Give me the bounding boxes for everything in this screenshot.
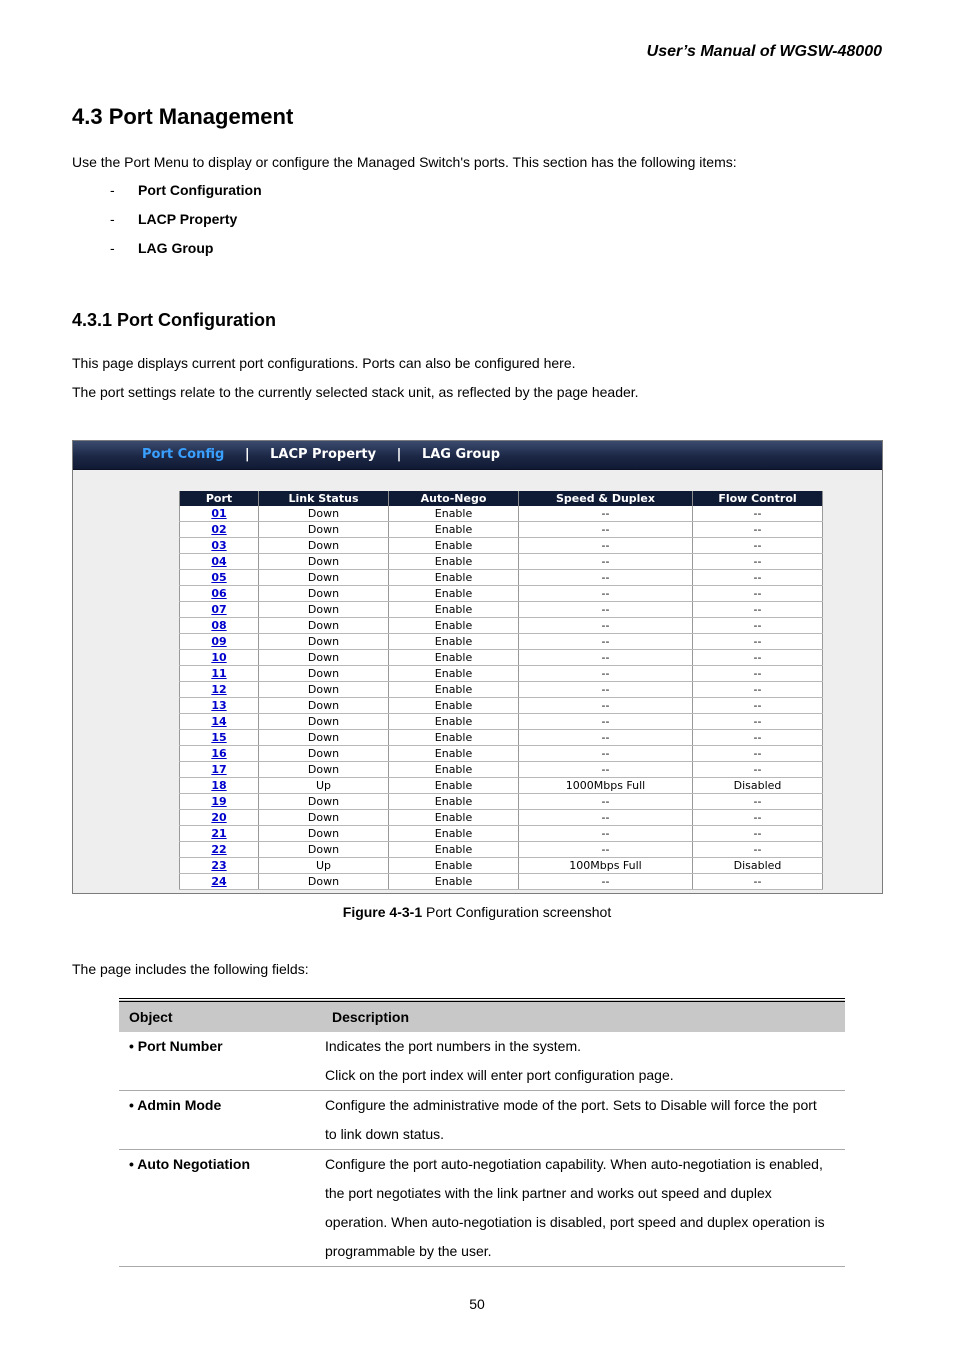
speed-duplex-cell: -- — [519, 842, 693, 858]
port-link[interactable]: 13 — [211, 699, 227, 712]
port-cell — [180, 650, 259, 666]
auto-nego-cell: Enable — [389, 538, 519, 554]
port-link[interactable]: 05 — [211, 571, 227, 584]
auto-nego-cell: Enable — [389, 506, 519, 522]
speed-duplex-cell: -- — [519, 682, 693, 698]
bullet-icon: • — [129, 1038, 138, 1054]
table-row — [180, 602, 823, 618]
speed-duplex-cell: -- — [519, 586, 693, 602]
auto-nego-cell: Enable — [389, 810, 519, 826]
table-row — [180, 538, 823, 554]
bullet-icon: • — [129, 1097, 138, 1113]
section-title: 4.3 Port Management — [72, 104, 294, 129]
speed-duplex-cell: -- — [519, 554, 693, 570]
paragraph-2: The port settings relate to the currently selected stack unit, as reflected by the page header. — [72, 384, 639, 400]
speed-duplex-cell: -- — [519, 538, 693, 554]
auto-nego-cell: Enable — [389, 826, 519, 842]
object-name — [129, 1150, 322, 1179]
auto-nego-cell: Enable — [389, 698, 519, 714]
table-row — [180, 554, 823, 570]
description-cell — [322, 1091, 845, 1150]
port-link[interactable]: 12 — [211, 683, 227, 696]
description-cell — [322, 1032, 845, 1091]
speed-duplex-cell: 100Mbps Full — [519, 858, 693, 874]
port-cell — [180, 810, 259, 826]
port-cell — [180, 554, 259, 570]
port-cell — [180, 666, 259, 682]
description-cell — [322, 1150, 845, 1267]
table-row — [180, 730, 823, 746]
flow-control-cell: -- — [693, 634, 823, 650]
port-cell — [180, 746, 259, 762]
port-link[interactable]: 02 — [211, 523, 227, 536]
flow-control-cell: -- — [693, 826, 823, 842]
port-link[interactable]: 10 — [211, 651, 227, 664]
col-link-status: Link Status — [259, 491, 389, 506]
link-status-cell: Down — [259, 570, 389, 586]
link-status-cell: Down — [259, 746, 389, 762]
port-link[interactable]: 18 — [211, 779, 227, 792]
flow-control-cell: -- — [693, 666, 823, 682]
object-cell — [119, 1032, 322, 1091]
link-status-cell: Down — [259, 602, 389, 618]
description-line: Configure the port auto-negotiation capability. When auto-negotiation is enabled, — [325, 1156, 823, 1172]
link-status-cell: Up — [259, 858, 389, 874]
auto-nego-cell: Enable — [389, 634, 519, 650]
intro-paragraph: Use the Port Menu to display or configure the Managed Switch's ports. This section has the following items: — [72, 154, 737, 170]
auto-nego-cell: Enable — [389, 522, 519, 538]
flow-control-cell: -- — [693, 714, 823, 730]
auto-nego-cell: Enable — [389, 842, 519, 858]
flow-control-cell: -- — [693, 554, 823, 570]
figure-caption — [0, 904, 954, 920]
port-cell — [180, 522, 259, 538]
port-cell — [180, 602, 259, 618]
item-lag-group: - LAG Group — [110, 240, 214, 256]
port-link[interactable]: 14 — [211, 715, 227, 728]
nav-bar — [73, 441, 882, 470]
description-line: the port negotiates with the link partner and works out speed and duplex — [325, 1185, 772, 1201]
fields-table — [119, 998, 845, 1267]
auto-nego-cell: Enable — [389, 618, 519, 634]
port-link[interactable]: 24 — [211, 875, 227, 888]
auto-nego-cell: Enable — [389, 650, 519, 666]
table-row — [180, 746, 823, 762]
running-header: User’s Manual of WGSW-48000 — [646, 43, 882, 60]
flow-control-cell: -- — [693, 746, 823, 762]
port-cell — [180, 570, 259, 586]
table-row — [180, 714, 823, 730]
table-row — [180, 794, 823, 810]
description-line: Configure the administrative mode of the port. Sets to Disable will force the port — [325, 1097, 817, 1113]
link-status-cell: Down — [259, 666, 389, 682]
port-cell — [180, 842, 259, 858]
link-status-cell: Down — [259, 538, 389, 554]
port-link[interactable]: 09 — [211, 635, 227, 648]
fields-header-row — [119, 1000, 845, 1032]
nav-separator: | — [396, 447, 402, 462]
flow-control-cell: -- — [693, 506, 823, 522]
port-link[interactable]: 23 — [211, 859, 227, 872]
speed-duplex-cell: -- — [519, 618, 693, 634]
table-row — [180, 666, 823, 682]
speed-duplex-cell: -- — [519, 874, 693, 890]
flow-control-cell: -- — [693, 810, 823, 826]
link-status-cell: Down — [259, 714, 389, 730]
port-config-screenshot — [72, 440, 883, 894]
item-port-configuration: - Port Configuration — [110, 182, 262, 198]
auto-nego-cell: Enable — [389, 586, 519, 602]
figure-text: Port Configuration screenshot — [422, 904, 612, 920]
link-status-cell: Down — [259, 506, 389, 522]
object-cell — [119, 1150, 322, 1267]
auto-nego-cell: Enable — [389, 874, 519, 890]
page-number: 50 — [469, 1296, 485, 1312]
port-cell — [180, 506, 259, 522]
description-line: Click on the port index will enter port configuration page. — [325, 1067, 674, 1083]
flow-control-cell: -- — [693, 602, 823, 618]
table-row — [180, 826, 823, 842]
auto-nego-cell: Enable — [389, 858, 519, 874]
link-status-cell: Down — [259, 794, 389, 810]
table-row — [180, 522, 823, 538]
speed-duplex-cell: -- — [519, 746, 693, 762]
port-cell — [180, 634, 259, 650]
link-status-cell: Down — [259, 554, 389, 570]
link-status-cell: Down — [259, 874, 389, 890]
link-status-cell: Up — [259, 778, 389, 794]
port-cell — [180, 874, 259, 890]
fields-row — [119, 1032, 845, 1091]
port-link[interactable]: 16 — [211, 747, 227, 760]
link-status-cell: Down — [259, 634, 389, 650]
fields-row — [119, 1091, 845, 1150]
auto-nego-cell: Enable — [389, 682, 519, 698]
port-link[interactable]: 04 — [211, 555, 227, 568]
table-header-row — [180, 491, 823, 506]
port-link[interactable]: 07 — [211, 603, 227, 616]
description-line: programmable by the user. — [325, 1243, 492, 1259]
flow-control-cell: -- — [693, 682, 823, 698]
port-cell — [180, 682, 259, 698]
speed-duplex-cell: -- — [519, 810, 693, 826]
link-status-cell: Down — [259, 650, 389, 666]
table-row — [180, 858, 823, 874]
auto-nego-cell: Enable — [389, 730, 519, 746]
speed-duplex-cell: -- — [519, 522, 693, 538]
col-auto-nego: Auto-Nego — [389, 491, 519, 506]
auto-nego-cell: Enable — [389, 554, 519, 570]
speed-duplex-cell: -- — [519, 730, 693, 746]
table-row — [180, 682, 823, 698]
figure-label: Figure 4-3-1 — [342, 904, 423, 920]
flow-control-cell: Disabled — [693, 858, 823, 874]
port-cell — [180, 698, 259, 714]
nav-separator: | — [244, 447, 250, 462]
speed-duplex-cell: -- — [519, 794, 693, 810]
object-cell — [119, 1091, 322, 1150]
port-cell — [180, 762, 259, 778]
flow-control-cell: -- — [693, 874, 823, 890]
fields-intro: The page includes the following fields: — [72, 961, 309, 977]
tab-port-config[interactable]: Port Config — [142, 447, 225, 462]
flow-control-cell: -- — [693, 842, 823, 858]
paragraph-1: This page displays current port configurations. Ports can also be configured here. — [72, 355, 576, 371]
link-status-cell: Down — [259, 826, 389, 842]
port-link[interactable]: 22 — [211, 843, 227, 856]
auto-nego-cell: Enable — [389, 602, 519, 618]
port-cell — [180, 618, 259, 634]
port-cell — [180, 858, 259, 874]
flow-control-cell: -- — [693, 650, 823, 666]
object-label: Port Number — [137, 1038, 223, 1054]
speed-duplex-cell: -- — [519, 714, 693, 730]
flow-control-cell: -- — [693, 522, 823, 538]
flow-control-cell: -- — [693, 762, 823, 778]
link-status-cell: Down — [259, 682, 389, 698]
auto-nego-cell: Enable — [389, 746, 519, 762]
table-row — [180, 650, 823, 666]
speed-duplex-cell: -- — [519, 650, 693, 666]
flow-control-cell: -- — [693, 538, 823, 554]
port-cell — [180, 730, 259, 746]
fields-row — [119, 1150, 845, 1267]
port-link[interactable]: 03 — [211, 539, 227, 552]
link-status-cell: Down — [259, 522, 389, 538]
speed-duplex-cell: -- — [519, 826, 693, 842]
table-row — [180, 634, 823, 650]
link-status-cell: Down — [259, 842, 389, 858]
object-label: Auto Negotiation — [137, 1156, 251, 1172]
link-status-cell: Down — [259, 618, 389, 634]
table-row — [180, 842, 823, 858]
port-cell — [180, 538, 259, 554]
port-link[interactable]: 15 — [211, 731, 227, 744]
object-name — [129, 1032, 322, 1061]
auto-nego-cell: Enable — [389, 794, 519, 810]
port-link[interactable]: 08 — [211, 619, 227, 632]
port-cell — [180, 826, 259, 842]
link-status-cell: Down — [259, 698, 389, 714]
table-row — [180, 570, 823, 586]
flow-control-cell: -- — [693, 586, 823, 602]
port-status-table — [179, 491, 823, 890]
object-name — [129, 1091, 322, 1120]
port-link[interactable]: 01 — [211, 507, 227, 520]
speed-duplex-cell: 1000Mbps Full — [519, 778, 693, 794]
link-status-cell: Down — [259, 586, 389, 602]
table-row — [180, 618, 823, 634]
speed-duplex-cell: -- — [519, 570, 693, 586]
table-row — [180, 762, 823, 778]
tab-lag-group[interactable]: LAG Group — [421, 447, 501, 462]
speed-duplex-cell: -- — [519, 666, 693, 682]
flow-control-cell: -- — [693, 618, 823, 634]
description-line: Indicates the port numbers in the system. — [325, 1038, 582, 1054]
speed-duplex-cell: -- — [519, 506, 693, 522]
tab-lacp-property[interactable]: LACP Property — [270, 447, 377, 462]
table-row — [180, 698, 823, 714]
flow-control-cell: -- — [693, 698, 823, 714]
link-status-cell: Down — [259, 810, 389, 826]
speed-duplex-cell: -- — [519, 634, 693, 650]
table-row — [180, 506, 823, 522]
header-object: Object — [119, 1000, 322, 1032]
port-cell — [180, 586, 259, 602]
auto-nego-cell: Enable — [389, 666, 519, 682]
speed-duplex-cell: -- — [519, 762, 693, 778]
col-port: Port — [180, 491, 259, 506]
link-status-cell: Down — [259, 730, 389, 746]
port-link[interactable]: 11 — [211, 667, 227, 680]
auto-nego-cell: Enable — [389, 762, 519, 778]
port-link[interactable]: 17 — [211, 763, 227, 776]
port-cell — [180, 794, 259, 810]
object-label: Admin Mode — [137, 1097, 222, 1113]
col-flow-control: Flow Control — [693, 491, 823, 506]
header-description: Description — [322, 1000, 845, 1032]
table-row — [180, 586, 823, 602]
subsection-title: 4.3.1 Port Configuration — [72, 310, 277, 330]
auto-nego-cell: Enable — [389, 778, 519, 794]
flow-control-cell: -- — [693, 570, 823, 586]
port-link[interactable]: 21 — [211, 827, 227, 840]
col-speed-duplex: Speed & Duplex — [519, 491, 693, 506]
auto-nego-cell: Enable — [389, 570, 519, 586]
bullet-icon: • — [129, 1156, 138, 1172]
flow-control-cell: Disabled — [693, 778, 823, 794]
port-cell — [180, 778, 259, 794]
link-status-cell: Down — [259, 762, 389, 778]
flow-control-cell: -- — [693, 730, 823, 746]
port-link[interactable]: 20 — [211, 811, 227, 824]
port-link[interactable]: 19 — [211, 795, 227, 808]
flow-control-cell: -- — [693, 794, 823, 810]
item-lacp-property: - LACP Property — [110, 211, 238, 227]
auto-nego-cell: Enable — [389, 714, 519, 730]
port-link[interactable]: 06 — [211, 587, 227, 600]
speed-duplex-cell: -- — [519, 698, 693, 714]
table-row — [180, 810, 823, 826]
port-cell — [180, 714, 259, 730]
description-line: to link down status. — [325, 1126, 445, 1142]
table-row — [180, 874, 823, 890]
table-row — [180, 778, 823, 794]
speed-duplex-cell: -- — [519, 602, 693, 618]
description-line: operation. When auto-negotiation is disabled, port speed and duplex operation is — [325, 1214, 825, 1230]
